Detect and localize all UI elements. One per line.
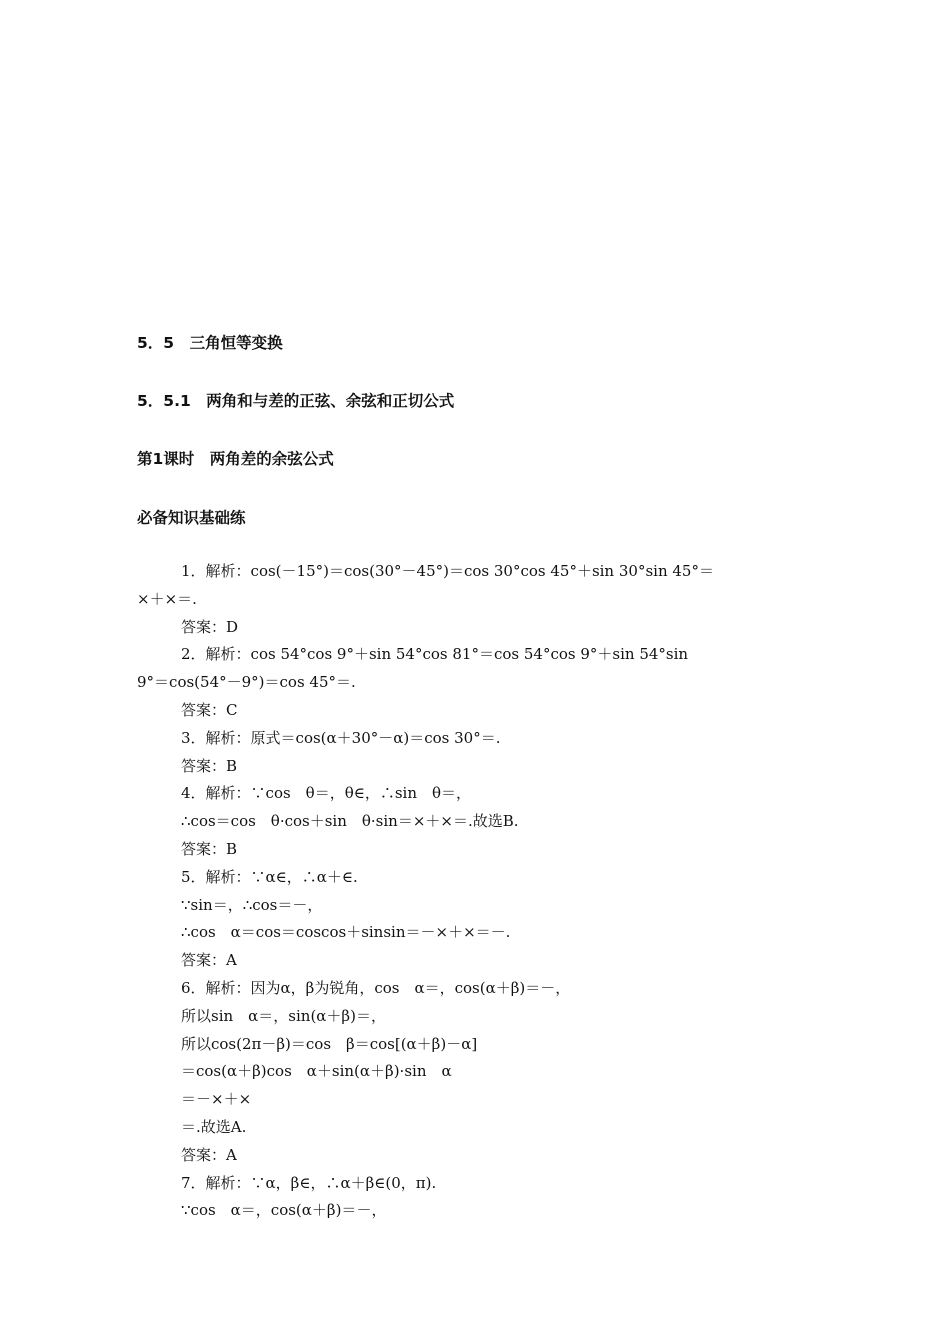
solution-line: 所以cos(2π－β)＝cos β＝cos[(α＋β)－α] (181, 1034, 478, 1053)
solution-line: 4．解析：∵cos θ＝，θ∈，∴sin θ＝， (181, 784, 472, 803)
solution-line: ∵cos α＝，cos(α＋β)＝－， (181, 1201, 387, 1220)
solution-line: ∵sin＝，∴cos＝－， (181, 895, 323, 914)
solution-line: 6．解析：因为α，β为锐角，cos α＝，cos(α＋β)＝－， (181, 978, 571, 997)
subsection-heading: 5．5.1 两角和与差的正弦、余弦和正切公式 (137, 392, 455, 410)
solution-line: 答案：C (181, 700, 238, 719)
solution-line: 答案：D (181, 617, 239, 636)
solution-line: ∴cos α＝cos＝coscos＋sinsin＝－×＋×＝－. (181, 923, 511, 942)
solution-line: ×＋×＝. (137, 589, 197, 608)
section-heading: 5．5 三角恒等变换 (137, 334, 283, 352)
solution-line: 7．解析：∵α，β∈，∴α＋β∈(0，π). (181, 1173, 437, 1192)
solution-line: 2．解析：cos 54°cos 9°＋sin 54°cos 81°＝cos 54°cos 9°＋sin 54°sin (181, 645, 689, 664)
solution-line: ∴cos＝cos θ·cos＋sin θ·sin＝×＋×＝.故选B. (181, 812, 519, 831)
solution-line: 5．解析：∵α∈，∴α＋∈. (181, 867, 358, 886)
exercise-part-heading: 必备知识基础练 (137, 509, 246, 527)
solution-line: 3．解析：原式＝cos(α＋30°－α)＝cos 30°＝. (181, 728, 501, 747)
solution-line: 答案：A (181, 951, 237, 970)
solution-line: ＝－×＋× (181, 1090, 252, 1109)
solution-line: ＝.故选A. (181, 1117, 247, 1136)
solution-line: 所以sin α＝，sin(α＋β)＝， (181, 1006, 386, 1025)
solution-line: 答案：A (181, 1145, 237, 1164)
solution-line: 答案：B (181, 756, 238, 775)
solution-line: 答案：B (181, 839, 238, 858)
solution-line: 1．解析：cos(－15°)＝cos(30°－45°)＝cos 30°cos 45°＋sin 30°sin 45°＝ (181, 562, 714, 580)
solution-line: 9°＝cos(54°－9°)＝cos 45°＝. (137, 673, 356, 692)
solution-body (137, 558, 817, 1225)
lesson-heading: 第1课时 两角差的余弦公式 (137, 450, 334, 468)
solution-line: ＝cos(α＋β)cos α＋sin(α＋β)·sin α (181, 1062, 452, 1081)
